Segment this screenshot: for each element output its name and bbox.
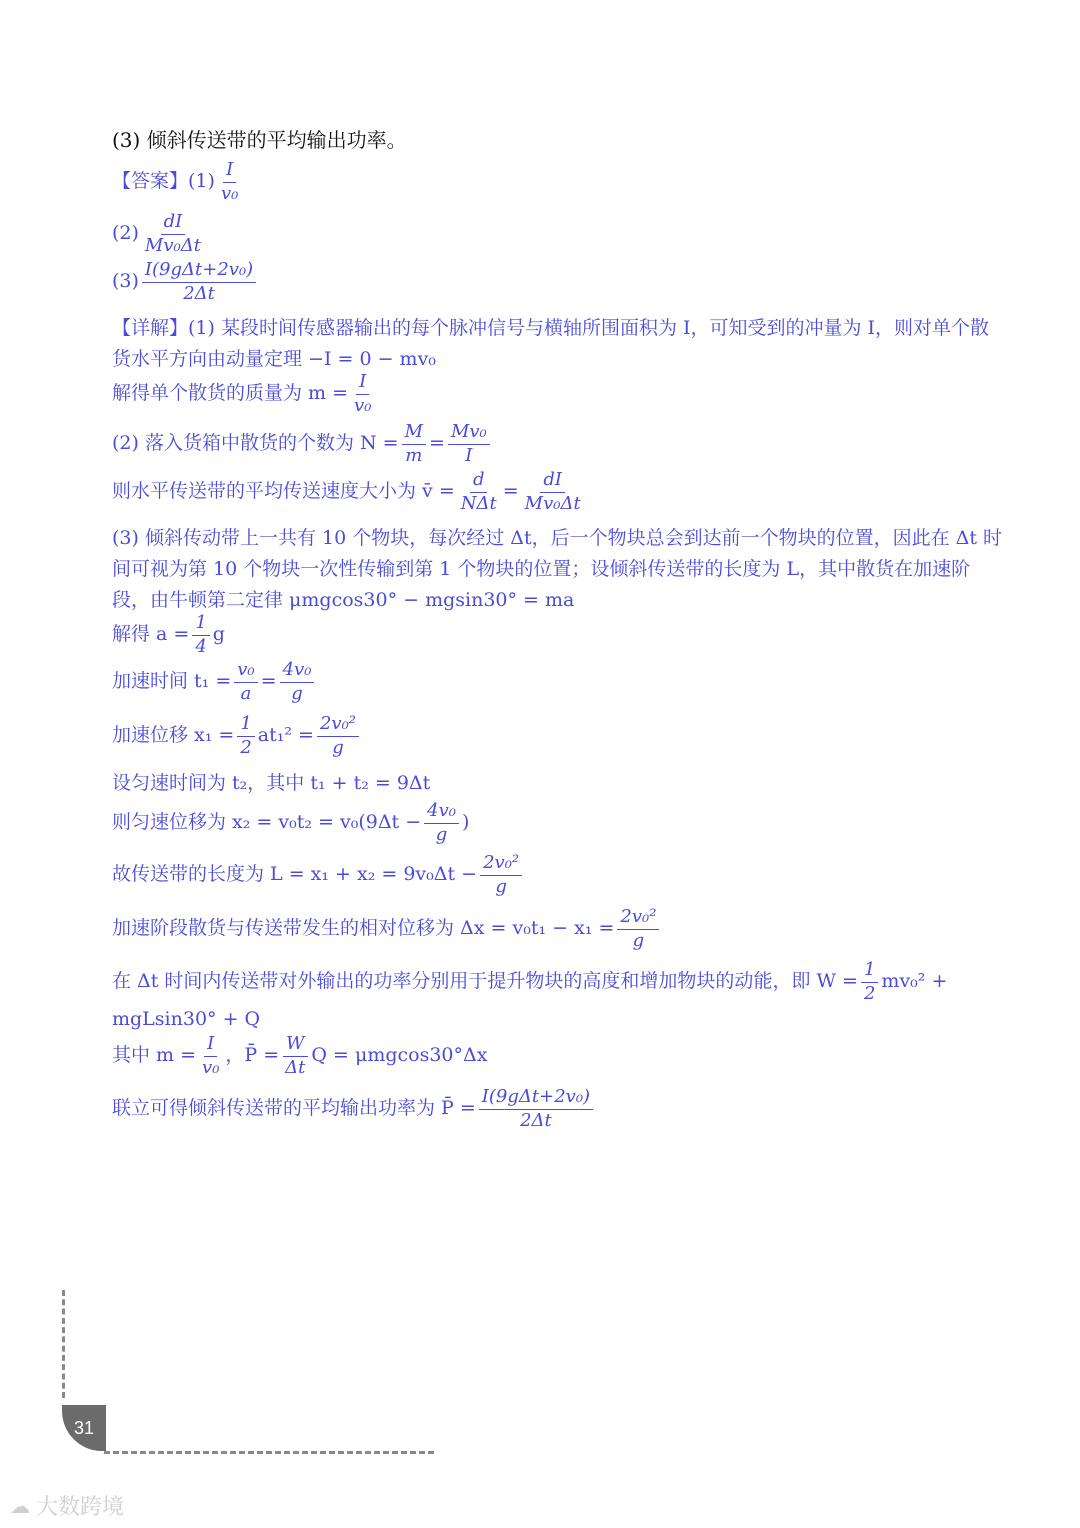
detail-18-tail: Q = μmgcos30°Δx [311,1044,488,1067]
detail-19-text: 联立可得倾斜传送带的平均输出功率为 P̄ = [112,1097,476,1120]
detail-18-mid: ，P̄ = [225,1044,280,1067]
detail-5-text: 则水平传送带的平均传送速度大小为 v̄ = [112,480,455,503]
page-number: 31 [62,1405,106,1451]
detail-line-18 [112,1034,487,1078]
detail-10-num-1: v₀ [234,660,257,683]
detail-11-text: 加速位移 x₁ = [112,724,235,747]
answer-2-den: Mv₀Δt [144,234,201,256]
detail-line-14 [112,853,525,897]
detail-11-mid: at₁² = [257,724,314,747]
detail-10-den-2: g [291,682,303,704]
detail-10-fraction-2 [280,660,315,704]
detail-15-num: 2v₀² [617,907,659,930]
detail-4-num-1: M [402,422,426,445]
watermark-text: 大数跨境 [36,1495,125,1520]
detail-line-1 [112,313,989,340]
detail-9-text: 解得 a = [112,623,190,646]
detail-19-num: I(9gΔt+2v₀) [479,1087,593,1110]
detail-18-fraction-2 [282,1034,308,1078]
detail-5-den-1: NΔt [460,492,497,514]
detail-5-num-1: d [470,470,488,493]
detail-9-fraction [192,613,209,657]
answer-1-prefix: (1) [188,170,215,193]
answer-3-fraction [142,260,256,304]
detail-13-text: 则匀速位移为 x₂ = v₀t₂ = v₀(9Δt − [112,811,422,834]
detail-10-num-2: 4v₀ [280,660,315,683]
detail-14-fraction [480,853,522,897]
answer-1-fraction [218,160,241,204]
detail-text-1: (1) 某段时间传感器输出的每个脉冲信号与横轴所围面积为 I，可知受到的冲量为 I，则对单个散 [188,317,990,339]
detail-10-den-1: a [240,682,252,704]
detail-14-num: 2v₀² [480,853,522,876]
detail-15-text: 加速阶段散货与传送带发生的相对位移为 Δx = v₀t₁ − x₁ = [112,917,615,940]
detail-19-fraction [479,1087,593,1131]
detail-16-tail: mv₀² + [881,970,948,993]
detail-line-16 [112,960,947,1004]
detail-11-den-2: g [332,736,344,758]
detail-11-num-1: 1 [237,714,254,737]
detail-10-eq: = [260,670,277,693]
answer-3-num: I(9gΔt+2v₀) [142,260,256,283]
detail-14-text: 故传送带的长度为 L = x₁ + x₂ = 9v₀Δt − [112,863,478,886]
detail-18-den-2: Δt [285,1056,306,1078]
detail-11-fraction-1 [237,714,254,758]
detail-5-num-2: dI [540,470,565,493]
detail-3-fraction [351,372,374,416]
detail-5-fraction-2 [522,470,584,514]
answer-3-prefix: (3) [112,270,139,293]
page-corner-dashed-vertical [62,1290,65,1398]
answer-2-num: dI [161,212,186,235]
answer-label: 【答案】 [112,170,189,193]
question-3: (3) 倾斜传送带的平均输出功率。 [112,128,407,152]
detail-line-19 [112,1087,596,1131]
detail-line-13 [112,801,469,845]
detail-9-den: 4 [195,635,207,657]
detail-9-tail: g [212,623,225,646]
detail-13-num: 4v₀ [424,801,459,824]
detail-4-text: (2) 落入货箱中散货的个数为 N = [112,432,399,455]
detail-line-9 [112,613,225,657]
detail-18-num-2: W [283,1034,308,1057]
detail-line-11 [112,714,362,758]
answer-3-den: 2Δt [183,282,215,304]
detail-line-17: mgLsin30° + Q [112,1008,261,1030]
detail-9-num: 1 [192,613,209,636]
detail-4-den-1: m [405,444,423,466]
detail-4-fraction-1 [402,422,426,466]
detail-line-10 [112,660,317,704]
detail-18-fraction-1 [199,1034,222,1078]
detail-16-num: 1 [861,960,878,983]
detail-line-8: 段，由牛顿第二定律 μmgcos30° − mgsin30° = ma [112,589,575,611]
detail-3-text: 解得单个散货的质量为 m = [112,382,349,405]
detail-13-fraction [424,801,459,845]
detail-11-den-1: 2 [240,736,252,758]
detail-5-fraction-1 [458,470,500,514]
detail-line-2: 货水平方向由动量定理 −I = 0 − mv₀ [112,348,436,370]
detail-18-num-1: I [204,1034,217,1057]
detail-15-fraction [617,907,659,951]
detail-13-den: g [435,823,448,845]
detail-line-15 [112,907,662,951]
answer-1-num: I [223,160,236,183]
watermark [10,1490,124,1521]
detail-18-den-1: v₀ [202,1056,220,1078]
answer-2-prefix: (2) [112,222,139,245]
answer-1 [112,160,244,204]
detail-15-den: g [632,929,645,951]
detail-label: 【详解】 [112,317,189,339]
answer-3 [112,260,259,304]
detail-line-6: (3) 倾斜传动带上一共有 10 个物块，每次经过 Δt，后一个物块总会到达前一个物块的位置，因此在 Δt 时 [112,527,1003,549]
detail-13-tail: ) [461,811,470,834]
detail-11-num-2: 2v₀² [317,714,359,737]
detail-5-den-2: Mv₀Δt [524,492,581,514]
detail-3-num: I [356,372,369,395]
detail-18-text: 其中 m = [112,1044,197,1067]
detail-line-12: 设匀速时间为 t₂，其中 t₁ + t₂ = 9Δt [112,772,431,794]
detail-10-text: 加速时间 t₁ = [112,670,232,693]
detail-4-den-2: I [465,444,473,466]
answer-1-den: v₀ [220,182,239,204]
detail-10-fraction-1 [234,660,257,704]
detail-4-num-2: Mv₀ [448,422,490,445]
detail-14-den: g [495,875,507,897]
detail-line-3 [112,372,377,416]
answer-2-fraction [142,212,204,256]
detail-5-eq: = [502,480,519,503]
detail-line-7: 间可视为第 10 个物块一次性传输到第 1 个物块的位置；设倾斜传送带的长度为 L，其中散货在加速阶 [112,558,971,580]
page-corner-dashed-horizontal [104,1451,434,1454]
detail-16-den: 2 [863,982,876,1004]
detail-3-den: v₀ [354,394,372,416]
detail-11-fraction-2 [317,714,359,758]
detail-19-den: 2Δt [520,1109,552,1131]
watermark-logo-icon: ☁ [10,1493,30,1518]
detail-16-fraction [861,960,878,1004]
detail-4-fraction-2 [448,422,490,466]
detail-line-4 [112,422,493,466]
detail-line-5 [112,470,587,514]
answer-2 [112,212,207,256]
detail-4-eq: = [429,432,445,455]
detail-16-text: 在 Δt 时间内传送带对外输出的功率分别用于提升物块的高度和增加物块的动能，即 W = [112,970,858,993]
